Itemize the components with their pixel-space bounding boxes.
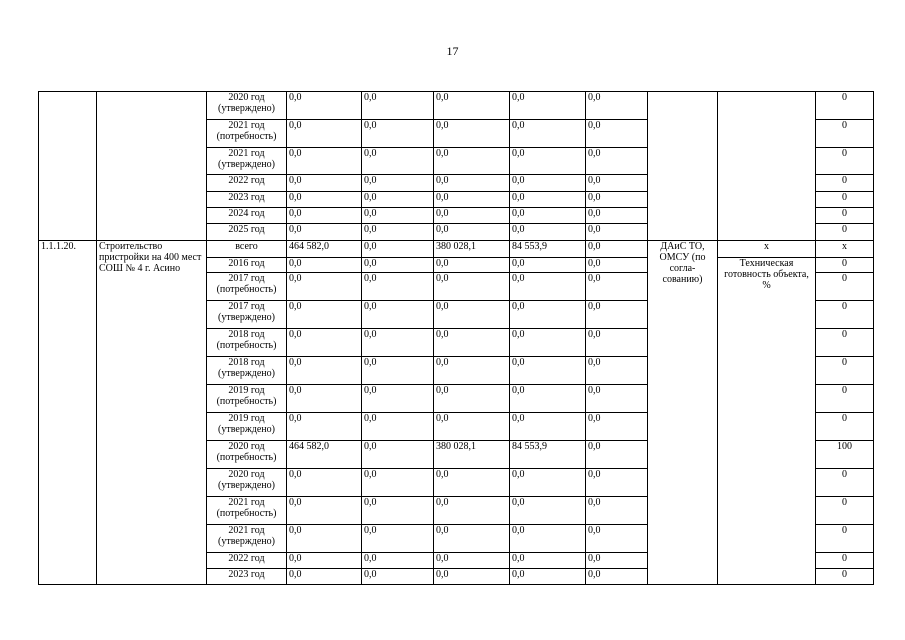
amount-cell: 464 582,0 bbox=[287, 441, 362, 469]
amount-cell: 0,0 bbox=[287, 175, 362, 192]
amount-cell: 0,0 bbox=[434, 357, 510, 385]
year-cell: 2019 год (утверждено) bbox=[207, 413, 287, 441]
result-cell: х bbox=[816, 241, 874, 258]
result-cell: 0 bbox=[816, 569, 874, 585]
amount-cell: 0,0 bbox=[362, 92, 434, 120]
amount-cell: 0,0 bbox=[287, 92, 362, 120]
amount-cell: 0,0 bbox=[586, 148, 648, 175]
amount-cell: 0,0 bbox=[510, 329, 586, 357]
amount-cell: 0,0 bbox=[510, 148, 586, 175]
amount-cell: 0,0 bbox=[362, 469, 434, 497]
executor-cell bbox=[648, 92, 718, 241]
year-cell: 2020 год (потребность) bbox=[207, 441, 287, 469]
year-cell: 2019 год (потребность) bbox=[207, 385, 287, 413]
item-code: 1.1.1.20. bbox=[39, 241, 97, 585]
amount-cell: 0,0 bbox=[362, 258, 434, 273]
amount-cell: 0,0 bbox=[434, 208, 510, 224]
year-cell: 2017 год (потребность) bbox=[207, 273, 287, 301]
amount-cell: 0,0 bbox=[287, 208, 362, 224]
amount-cell: 0,0 bbox=[510, 208, 586, 224]
amount-cell: 0,0 bbox=[362, 192, 434, 208]
amount-cell: 0,0 bbox=[510, 525, 586, 553]
amount-cell: 0,0 bbox=[586, 569, 648, 585]
amount-cell: 0,0 bbox=[510, 258, 586, 273]
result-cell: 0 bbox=[816, 224, 874, 241]
amount-cell: 0,0 bbox=[510, 92, 586, 120]
year-cell: 2016 год bbox=[207, 258, 287, 273]
amount-cell: 0,0 bbox=[510, 301, 586, 329]
year-cell: 2023 год bbox=[207, 569, 287, 585]
result-cell: 0 bbox=[816, 469, 874, 497]
amount-cell: 0,0 bbox=[586, 258, 648, 273]
result-cell: 0 bbox=[816, 553, 874, 569]
amount-cell: 0,0 bbox=[586, 92, 648, 120]
result-cell: 0 bbox=[816, 301, 874, 329]
amount-cell: 0,0 bbox=[287, 569, 362, 585]
amount-cell: 380 028,1 bbox=[434, 241, 510, 258]
amount-cell: 0,0 bbox=[510, 273, 586, 301]
amount-cell: 0,0 bbox=[287, 120, 362, 148]
indicator-total: х bbox=[718, 241, 816, 258]
amount-cell: 464 582,0 bbox=[287, 241, 362, 258]
amount-cell: 0,0 bbox=[362, 241, 434, 258]
amount-cell: 0,0 bbox=[362, 224, 434, 241]
amount-cell: 0,0 bbox=[362, 148, 434, 175]
amount-cell: 0,0 bbox=[586, 357, 648, 385]
year-cell: всего bbox=[207, 241, 287, 258]
amount-cell: 0,0 bbox=[287, 192, 362, 208]
amount-cell: 0,0 bbox=[586, 192, 648, 208]
amount-cell: 0,0 bbox=[434, 148, 510, 175]
result-cell: 0 bbox=[816, 357, 874, 385]
result-cell: 0 bbox=[816, 329, 874, 357]
amount-cell: 0,0 bbox=[586, 175, 648, 192]
year-cell: 2021 год (утверждено) bbox=[207, 525, 287, 553]
result-cell: 0 bbox=[816, 208, 874, 224]
item-name: Строительство пристройки на 400 мест СОШ № 4 г. Асино bbox=[97, 241, 207, 585]
amount-cell: 0,0 bbox=[434, 175, 510, 192]
amount-cell: 0,0 bbox=[362, 553, 434, 569]
amount-cell: 0,0 bbox=[434, 469, 510, 497]
result-cell: 100 bbox=[816, 441, 874, 469]
amount-cell: 0,0 bbox=[287, 469, 362, 497]
year-cell: 2017 год (утверждено) bbox=[207, 301, 287, 329]
amount-cell: 0,0 bbox=[362, 301, 434, 329]
year-cell: 2022 год bbox=[207, 175, 287, 192]
result-cell: 0 bbox=[816, 192, 874, 208]
table-row bbox=[39, 92, 874, 120]
amount-cell: 0,0 bbox=[510, 553, 586, 569]
amount-cell: 0,0 bbox=[434, 224, 510, 241]
result-cell: 0 bbox=[816, 175, 874, 192]
amount-cell: 0,0 bbox=[287, 258, 362, 273]
year-cell: 2021 год (потребность) bbox=[207, 120, 287, 148]
amount-cell: 0,0 bbox=[434, 569, 510, 585]
amount-cell: 0,0 bbox=[586, 385, 648, 413]
amount-cell: 0,0 bbox=[362, 441, 434, 469]
year-cell: 2023 год bbox=[207, 192, 287, 208]
amount-cell: 0,0 bbox=[362, 120, 434, 148]
year-cell: 2020 год (утверждено) bbox=[207, 469, 287, 497]
year-cell: 2021 год (потребность) bbox=[207, 497, 287, 525]
amount-cell: 0,0 bbox=[510, 120, 586, 148]
amount-cell: 0,0 bbox=[434, 273, 510, 301]
amount-cell: 0,0 bbox=[287, 525, 362, 553]
amount-cell: 0,0 bbox=[434, 413, 510, 441]
year-cell: 2018 год (утверждено) bbox=[207, 357, 287, 385]
amount-cell: 0,0 bbox=[586, 553, 648, 569]
amount-cell: 0,0 bbox=[510, 357, 586, 385]
amount-cell: 0,0 bbox=[287, 553, 362, 569]
amount-cell: 0,0 bbox=[287, 497, 362, 525]
amount-cell: 0,0 bbox=[434, 525, 510, 553]
item-executor: ДАиС ТО, ОМСУ (по согла-сованию) bbox=[648, 241, 718, 585]
amount-cell: 0,0 bbox=[362, 569, 434, 585]
amount-cell: 0,0 bbox=[586, 441, 648, 469]
result-cell: 0 bbox=[816, 273, 874, 301]
amount-cell: 0,0 bbox=[287, 329, 362, 357]
year-cell: 2025 год bbox=[207, 224, 287, 241]
amount-cell: 0,0 bbox=[586, 497, 648, 525]
amount-cell: 0,0 bbox=[434, 329, 510, 357]
result-cell: 0 bbox=[816, 120, 874, 148]
indicator-cell bbox=[718, 92, 816, 241]
budget-table bbox=[38, 91, 874, 585]
name-cell bbox=[97, 92, 207, 241]
amount-cell: 0,0 bbox=[586, 525, 648, 553]
amount-cell: 0,0 bbox=[362, 413, 434, 441]
item-indicator: Техническая готовность объекта, % bbox=[718, 258, 816, 585]
amount-cell: 84 553,9 bbox=[510, 241, 586, 258]
result-cell: 0 bbox=[816, 413, 874, 441]
amount-cell: 0,0 bbox=[434, 497, 510, 525]
amount-cell: 0,0 bbox=[434, 92, 510, 120]
amount-cell: 0,0 bbox=[434, 120, 510, 148]
amount-cell: 0,0 bbox=[586, 241, 648, 258]
amount-cell: 0,0 bbox=[287, 224, 362, 241]
code-cell bbox=[39, 92, 97, 241]
amount-cell: 0,0 bbox=[362, 329, 434, 357]
year-cell: 2021 год (утверждено) bbox=[207, 148, 287, 175]
amount-cell: 0,0 bbox=[586, 469, 648, 497]
table-row bbox=[39, 241, 874, 258]
amount-cell: 0,0 bbox=[287, 148, 362, 175]
amount-cell: 0,0 bbox=[586, 208, 648, 224]
amount-cell: 0,0 bbox=[434, 258, 510, 273]
amount-cell: 84 553,9 bbox=[510, 441, 586, 469]
amount-cell: 0,0 bbox=[510, 469, 586, 497]
amount-cell: 0,0 bbox=[586, 413, 648, 441]
amount-cell: 0,0 bbox=[287, 301, 362, 329]
amount-cell: 0,0 bbox=[586, 301, 648, 329]
amount-cell: 0,0 bbox=[510, 497, 586, 525]
amount-cell: 0,0 bbox=[287, 413, 362, 441]
amount-cell: 0,0 bbox=[362, 497, 434, 525]
result-cell: 0 bbox=[816, 258, 874, 273]
result-cell: 0 bbox=[816, 525, 874, 553]
amount-cell: 0,0 bbox=[586, 329, 648, 357]
amount-cell: 0,0 bbox=[362, 273, 434, 301]
amount-cell: 0,0 bbox=[510, 385, 586, 413]
amount-cell: 0,0 bbox=[510, 569, 586, 585]
amount-cell: 0,0 bbox=[510, 192, 586, 208]
amount-cell: 0,0 bbox=[434, 553, 510, 569]
amount-cell: 380 028,1 bbox=[434, 441, 510, 469]
amount-cell: 0,0 bbox=[362, 208, 434, 224]
amount-cell: 0,0 bbox=[586, 273, 648, 301]
amount-cell: 0,0 bbox=[362, 357, 434, 385]
amount-cell: 0,0 bbox=[434, 385, 510, 413]
result-cell: 0 bbox=[816, 497, 874, 525]
amount-cell: 0,0 bbox=[362, 175, 434, 192]
amount-cell: 0,0 bbox=[362, 385, 434, 413]
year-cell: 2022 год bbox=[207, 553, 287, 569]
page-number: 17 bbox=[446, 44, 459, 58]
result-cell: 0 bbox=[816, 92, 874, 120]
amount-cell: 0,0 bbox=[586, 120, 648, 148]
amount-cell: 0,0 bbox=[510, 175, 586, 192]
year-cell: 2024 год bbox=[207, 208, 287, 224]
amount-cell: 0,0 bbox=[434, 192, 510, 208]
year-cell: 2020 год (утверждено) bbox=[207, 92, 287, 120]
amount-cell: 0,0 bbox=[510, 224, 586, 241]
amount-cell: 0,0 bbox=[586, 224, 648, 241]
amount-cell: 0,0 bbox=[510, 413, 586, 441]
amount-cell: 0,0 bbox=[287, 385, 362, 413]
amount-cell: 0,0 bbox=[287, 273, 362, 301]
result-cell: 0 bbox=[816, 148, 874, 175]
amount-cell: 0,0 bbox=[362, 525, 434, 553]
year-cell: 2018 год (потребность) bbox=[207, 329, 287, 357]
amount-cell: 0,0 bbox=[287, 357, 362, 385]
amount-cell: 0,0 bbox=[434, 301, 510, 329]
result-cell: 0 bbox=[816, 385, 874, 413]
